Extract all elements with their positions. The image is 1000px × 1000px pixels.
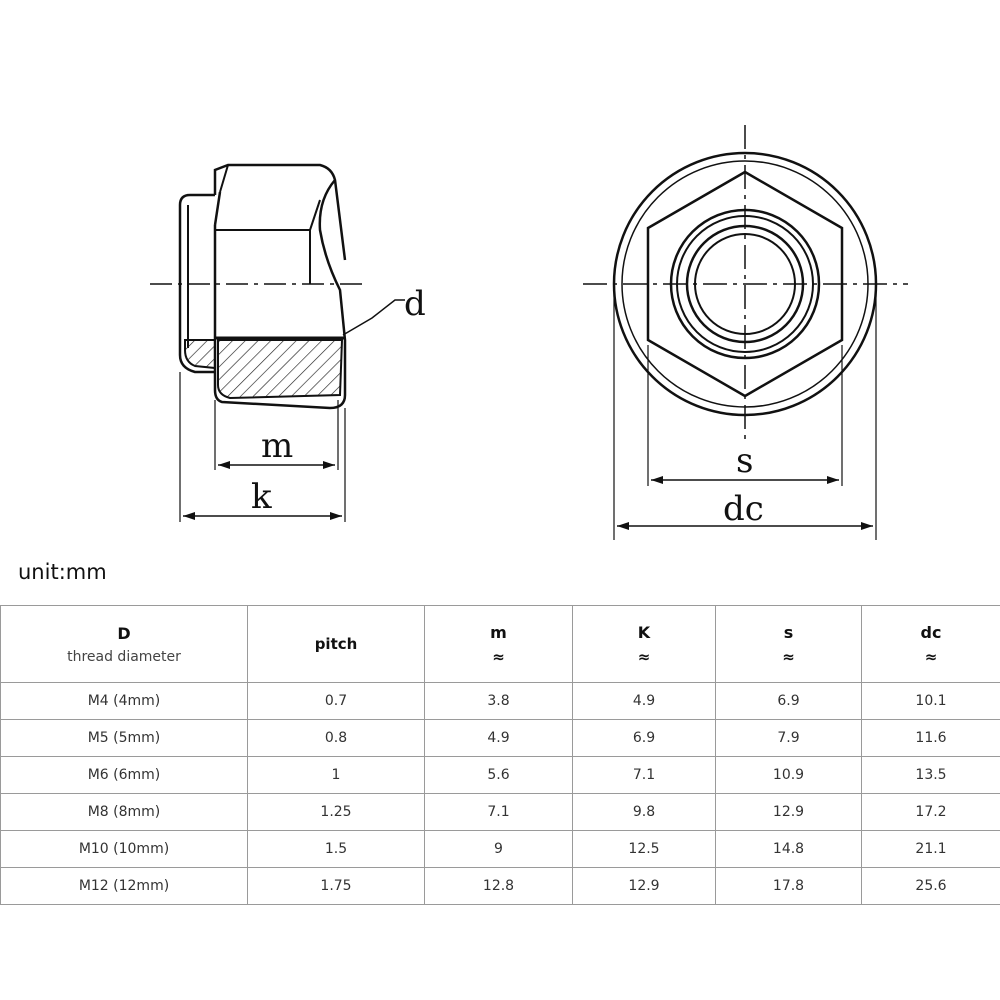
cell-m: 12.8 — [425, 868, 573, 905]
cell-m: 9 — [425, 831, 573, 868]
cell-k: 12.9 — [573, 868, 716, 905]
cell-pitch: 1.25 — [248, 794, 425, 831]
cell-pitch: 0.8 — [248, 720, 425, 757]
cell-k: 7.1 — [573, 757, 716, 794]
cell-s: 14.8 — [716, 831, 862, 868]
cell-size: M8 (8mm) — [1, 794, 248, 831]
table-row — [1, 720, 1000, 757]
cell-pitch: 0.7 — [248, 683, 425, 720]
table-row — [1, 683, 1000, 720]
header-thread-diameter: D thread diameter — [1, 606, 248, 683]
cell-m: 3.8 — [425, 683, 573, 720]
header-s: s ≈ — [716, 606, 862, 683]
cell-pitch: 1 — [248, 757, 425, 794]
d-leader — [343, 300, 405, 335]
cell-dc: 10.1 — [862, 683, 1000, 720]
unit-label: unit:mm — [18, 560, 107, 584]
cell-dc: 17.2 — [862, 794, 1000, 831]
spec-table — [0, 605, 1000, 905]
cell-m: 4.9 — [425, 720, 573, 757]
cell-s: 17.8 — [716, 868, 862, 905]
cell-m: 7.1 — [425, 794, 573, 831]
s-label: s — [736, 441, 754, 481]
header-k: K ≈ — [573, 606, 716, 683]
cell-s: 6.9 — [716, 683, 862, 720]
cell-dc: 25.6 — [862, 868, 1000, 905]
side-view — [150, 165, 405, 522]
cell-k: 12.5 — [573, 831, 716, 868]
dc-label: dc — [723, 489, 764, 529]
table-header-row — [1, 606, 1000, 683]
cell-dc: 21.1 — [862, 831, 1000, 868]
header-m: m ≈ — [425, 606, 573, 683]
cell-dc: 13.5 — [862, 757, 1000, 794]
cell-pitch: 1.75 — [248, 868, 425, 905]
cell-size: M4 (4mm) — [1, 683, 248, 720]
cell-m: 5.6 — [425, 757, 573, 794]
cell-k: 6.9 — [573, 720, 716, 757]
table-row — [1, 794, 1000, 831]
cell-size: M6 (6mm) — [1, 757, 248, 794]
cell-dc: 11.6 — [862, 720, 1000, 757]
cell-k: 4.9 — [573, 683, 716, 720]
table-row — [1, 831, 1000, 868]
cell-size: M5 (5mm) — [1, 720, 248, 757]
header-pitch: pitch — [248, 606, 425, 683]
table-row — [1, 868, 1000, 905]
cell-size: M10 (10mm) — [1, 831, 248, 868]
d-label: d — [404, 284, 426, 324]
cell-size: M12 (12mm) — [1, 868, 248, 905]
cell-pitch: 1.5 — [248, 831, 425, 868]
cell-s: 10.9 — [716, 757, 862, 794]
header-dc: dc ≈ — [862, 606, 1000, 683]
cell-s: 12.9 — [716, 794, 862, 831]
cell-s: 7.9 — [716, 720, 862, 757]
table-row — [1, 757, 1000, 794]
m-label: m — [261, 426, 294, 466]
hex-body — [215, 165, 345, 260]
cell-k: 9.8 — [573, 794, 716, 831]
k-label: k — [251, 477, 272, 517]
section-hatch — [218, 340, 342, 398]
